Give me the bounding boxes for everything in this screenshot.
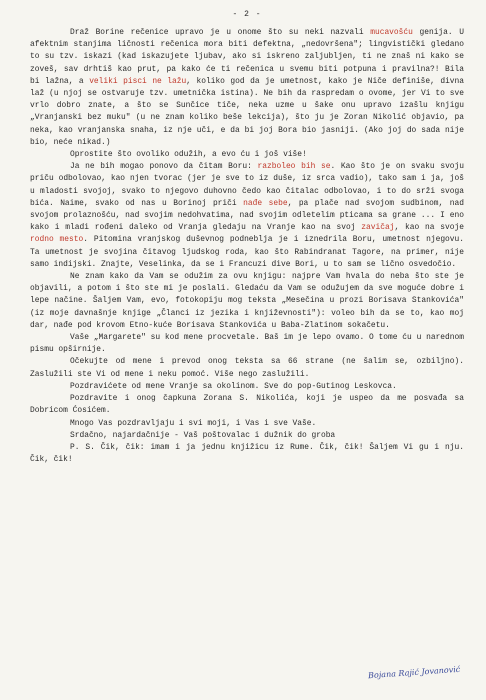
highlighted-phrase: nađe sebe xyxy=(243,198,288,208)
text-segment: , koliko god da je umetnost, kako je Niče definiše, divna laž (u njoj se ostvaruje tzv. umetnička istina). Ne bih da raspredam o ovome, jer Vi to sve vrlo dobro znate, a što se Sunčice tiče, neka uzme u šake onu upravo izašlu knjigu „Vranjanski bez muku" (u ne znam koliko beše lekcija), što ju je Zoran Nikolić objavio, pa neka, kao vranjanska snaha, iz nje uči, e da bi joj Bora bio jasniji. (Ako joj do sada nije bio, neće nikad.) xyxy=(30,76,465,147)
text-segment: Mnogo Vas pozdravljaju i svi moji, i Vas i sve Vaše. xyxy=(70,418,317,428)
highlighted-phrase: mucavošću xyxy=(370,28,413,37)
page-number: - 2 - xyxy=(232,10,262,19)
text-segment: Očekujte od mene i prevod onog teksta sa 66 strane (ne šalim se, ozbiljno). Zaslužili ste Vi od mene i neku pomoć. Više nego zaslužili. xyxy=(30,357,464,379)
text-segment: Srdačno, najardačnije - Vaš poštovalac i dužnik do groba xyxy=(70,430,336,440)
highlighted-phrase: zavičaj xyxy=(361,223,395,233)
paragraph xyxy=(30,442,464,466)
paragraph xyxy=(30,356,464,380)
paragraph xyxy=(30,393,464,417)
paragraph xyxy=(30,418,464,430)
highlighted-phrase: veliki pisci ne lažu xyxy=(89,76,187,86)
highlighted-phrase: razboleo bih se xyxy=(257,162,331,172)
paragraph xyxy=(30,271,464,332)
paragraph xyxy=(30,381,464,393)
paragraph xyxy=(30,430,464,442)
paragraph xyxy=(30,161,464,271)
text-segment: Draž Borine rečenice upravo je u onome što su neki nazvali xyxy=(70,28,371,37)
text-segment: . Pitomina vranjskog duševnog podneblja je i iznedrila Boru, umetnost njegovu. Ta umetnost je svojina čitavog ljudskog roda, kao što Rabindranat Tagore, na primer, nije samo indijski. Znajte, Veselinka, da se i Francuzi dive Bori, u to sam se lično osvedočio. xyxy=(30,235,464,269)
highlighted-phrase: rodno mesto xyxy=(30,235,84,245)
text-segment: Pozdravićete od mene Vranje sa okolinom. Sve do pop-Gutinog Leskovca. xyxy=(70,381,397,391)
text-segment: . Kao što je on svaku svoju priču odbolovao, kao njen tvorac (jer je sve to iz duše, iz srca vadio), tako sam i ja, još u mladosti svojoj, svako to njegovo duhovno čedo kao čitalac odbolovao, i to do srži svoga bića. Naime, svako od nas u Borinoj priči xyxy=(30,162,465,208)
text-segment: P. S. Čik, čik: imam i ja jednu knjižicu iz Rume. Čik, čik! Šaljem Vi gu i nju. Čik, čik! xyxy=(30,442,464,465)
paragraph xyxy=(30,332,464,356)
text-segment: Vaše „Margarete" su kod mene procvetale. Baš im je lepo ovamo. O tome ću u narednom pismu opširnije. xyxy=(30,333,464,355)
text-segment: , kao na svoje xyxy=(394,223,464,233)
handwritten-signature: Bojana Rajić Jovanović xyxy=(367,664,461,681)
text-segment: Ne znam kako da Vam se odužim za ovu knjigu: najpre Vam hvala do neba što ste je objavili, a potom i što ste mi je poslali. Gledaću da Vam se odužujem da sve moguće dobre i lepe načine. Šaljem Vam, evo, fotokopiju mog teksta „Mesečina u prozi Borisava Stankovića" (iz moje davnašnje knjige „Članci iz jezika i književnosti"): voleo bih da se to, kao moj dar, nađe pod krovom Etno-kuće Borisava Stankovića u Baba-Zlatinom sokačetu. xyxy=(30,272,464,330)
text-segment: , pa plače nad svojom sudbinom, nad svojom prolaznošću, nad svojim nedohvatima, nad svojim odletelim pticama sa grane ... I eno kako i mladi rođeni daleko od Vranja gledaju na Vranje kao na svoj xyxy=(30,198,464,233)
text-segment: genija. U afektnim stanjima ličnosti rečenica mora biti defektna, „nedovršena"; lingvistički gledano to su tzv. iskazi (kad iskazujete ljubav, ako si iskreno zaljubljen, ti ne znaš ni kako se zoveš, sav drhtiš kao prut, pa kako će ti rečenica u svemu biti potpuna i pravilna?! Bila bi lažna, a xyxy=(30,28,465,86)
text-segment: Pozdravite i onog čapkuna Zorana S. Nikolića, koji je uspeo da me posvađa sa Dobricom Ćosićem. xyxy=(30,394,464,416)
text-segment: Ja ne bih mogao ponovo da čitam Boru: xyxy=(70,162,258,172)
letter-body xyxy=(30,27,464,466)
paragraph xyxy=(30,27,464,149)
text-segment: Oprostite što ovoliko odužih, a evo ću i još više! xyxy=(70,150,307,160)
paragraph xyxy=(30,149,464,161)
